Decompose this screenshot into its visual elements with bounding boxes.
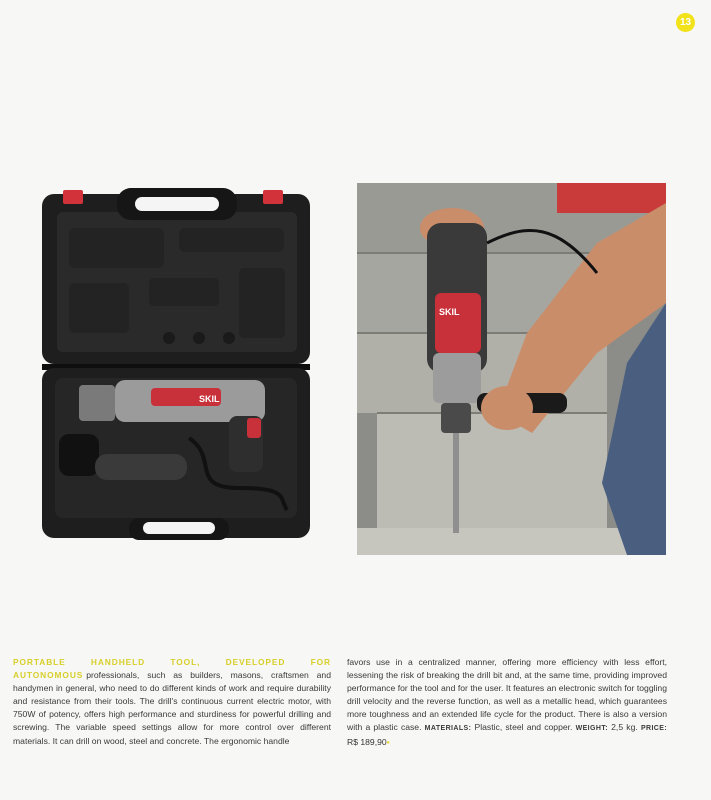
article-headline: PORTABLE HANDHELD TOOL, DEVELOPED FOR AUTONOMOUS — [13, 657, 331, 681]
materials-label: MATERIALS: — [424, 725, 472, 733]
price-value: R$ 189,90 — [347, 736, 387, 747]
case-drill-brand: SKIL — [199, 394, 220, 404]
article-right-column — [347, 656, 667, 749]
drilling-photo — [357, 183, 666, 555]
article-left-text: professionals, such as builders, masons, craftsmen and handymen in general, who need to do different kinds of work and require durability and resistance from their tools. The drill's continuous current electric motor, with 750W of potency, offers high performance and sturdiness for powerful drilling and screwing. The variable speed settings allow for more control over different materials. It can drill on wood, steel and concrete. The ergonomic handle — [13, 670, 331, 746]
case-latch-left — [63, 190, 83, 204]
end-mark: ▪ — [386, 736, 390, 747]
weight-label: WEIGHT: — [575, 725, 608, 733]
article-left-column — [13, 656, 331, 748]
page-number-badge: 13 — [676, 13, 695, 32]
price-label: PRICE: — [640, 725, 668, 733]
drill-case-photo — [39, 188, 315, 548]
drill-brand: SKIL — [439, 307, 460, 317]
case-latch-right — [263, 190, 283, 204]
weight-value: 2,5 kg. — [611, 722, 638, 733]
materials-value: Plastic, steel and copper. — [474, 722, 573, 733]
article-right-text: favors use in a centralized manner, offering more efficiency with less effort, lessening the risk of breaking the drill bit and, at the same time, providing improved performance for the tool and for the user. It features an electronic switch for toggling drill velocity and the reverse function, as well as a metallic head, which guarantees more toughness and an extended life cycle for the product. There is also a version with a plastic case. — [347, 657, 667, 733]
